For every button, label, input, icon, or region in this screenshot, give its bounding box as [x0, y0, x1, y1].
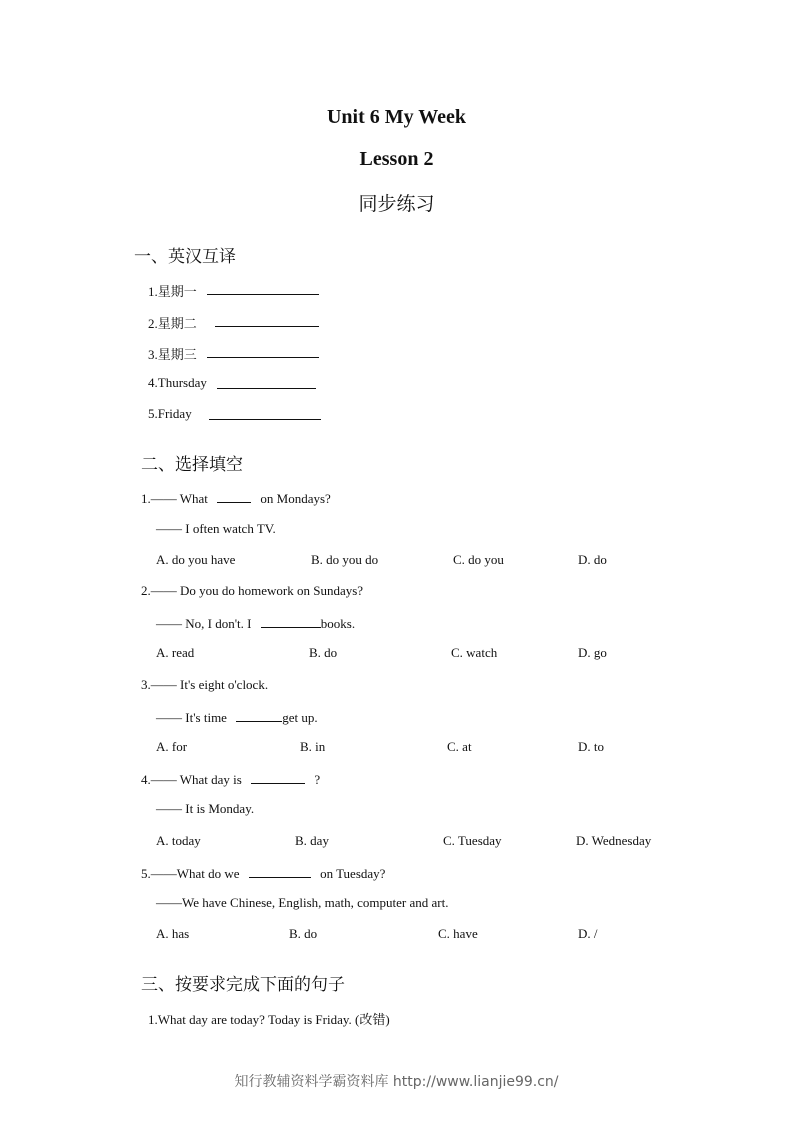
answer-blank[interactable] — [249, 864, 311, 878]
option-d[interactable]: D. / — [578, 926, 598, 941]
answer-blank[interactable] — [207, 344, 319, 358]
option-b[interactable]: B. do you do — [311, 552, 379, 567]
option-d[interactable]: D. to — [578, 739, 604, 754]
answer-blank[interactable] — [207, 281, 319, 295]
answer-blank[interactable] — [236, 708, 282, 722]
answer-line — [156, 614, 355, 632]
option-c[interactable]: C. Tuesday — [443, 833, 502, 848]
question-line — [141, 770, 320, 788]
page-title: Unit 6 My Week — [326, 106, 467, 128]
section3-heading: 三、按要求完成下面的句子 — [141, 975, 345, 995]
answer-line: —— I often watch TV. — [156, 521, 276, 536]
question-line — [141, 864, 385, 882]
option-d[interactable]: D. do — [578, 552, 607, 567]
answer-text: get up. — [282, 710, 318, 725]
option-b[interactable]: B. do — [289, 926, 318, 941]
option-b[interactable]: B. do — [309, 645, 338, 660]
option-a[interactable]: A. has — [156, 926, 190, 941]
question-line: 2.—— Do you do homework on Sundays? — [141, 583, 364, 598]
option-c[interactable]: C. do you — [453, 552, 504, 567]
translate-item — [148, 313, 197, 332]
option-a[interactable]: A. read — [156, 645, 195, 660]
question-text: 5.——What do we — [141, 866, 240, 881]
answer-blank[interactable] — [217, 375, 316, 389]
question-line — [141, 489, 331, 507]
translate-item — [148, 375, 207, 391]
option-a[interactable]: A. for — [156, 739, 188, 754]
answer-line — [156, 708, 318, 726]
question-text: 4.—— What day is — [141, 772, 242, 787]
section1-heading: 一、英汉互译 — [134, 247, 236, 267]
answer-text: —— It's time — [156, 710, 227, 725]
section2-heading: 二、选择填空 — [141, 455, 243, 475]
option-b[interactable]: B. in — [300, 739, 326, 754]
option-b[interactable]: B. day — [295, 833, 329, 848]
question-text: on Tuesday? — [320, 866, 386, 881]
question-text: on Mondays? — [260, 491, 331, 506]
page-subtitle: 同步练习 — [358, 193, 435, 215]
footer-watermark: 知行教辅资料学霸资料库 http://www.lianjie99.cn/ — [234, 1074, 559, 1090]
answer-blank[interactable] — [261, 614, 321, 628]
answer-blank[interactable] — [209, 406, 321, 420]
question-text: 1.—— What — [141, 491, 208, 506]
translate-item-label: 5.Friday — [148, 406, 192, 421]
option-d[interactable]: D. Wednesday — [576, 833, 652, 848]
translate-item-label: 4.Thursday — [148, 375, 207, 390]
question-text: ? — [314, 772, 321, 787]
answer-blank[interactable] — [251, 770, 305, 784]
answer-line: —— It is Monday. — [156, 801, 255, 816]
option-c[interactable]: C. at — [447, 739, 472, 754]
question-line: 3.—— It's eight o'clock. — [141, 677, 269, 692]
lesson-title: Lesson 2 — [359, 148, 434, 170]
option-d[interactable]: D. go — [578, 645, 607, 660]
translate-item — [148, 406, 192, 422]
answer-blank[interactable] — [217, 489, 251, 503]
answer-text: books. — [320, 616, 356, 631]
option-a[interactable]: A. today — [156, 833, 201, 848]
translate-item-label: 2.星期二 — [148, 316, 197, 331]
translate-item — [148, 281, 197, 300]
rewrite-item: 1.What day are today? Today is Friday. (改错) — [148, 1012, 390, 1027]
answer-blank[interactable] — [215, 313, 319, 327]
answer-text: —— No, I don't. I — [156, 616, 252, 631]
translate-item-label: 1.星期一 — [148, 284, 197, 299]
translate-item — [148, 344, 197, 363]
option-c[interactable]: C. have — [438, 926, 478, 941]
option-c[interactable]: C. watch — [451, 645, 498, 660]
translate-item-label: 3.星期三 — [148, 347, 197, 362]
option-a[interactable]: A. do you have — [156, 552, 236, 567]
answer-line: ——We have Chinese, English, math, computer and art. — [156, 895, 449, 910]
